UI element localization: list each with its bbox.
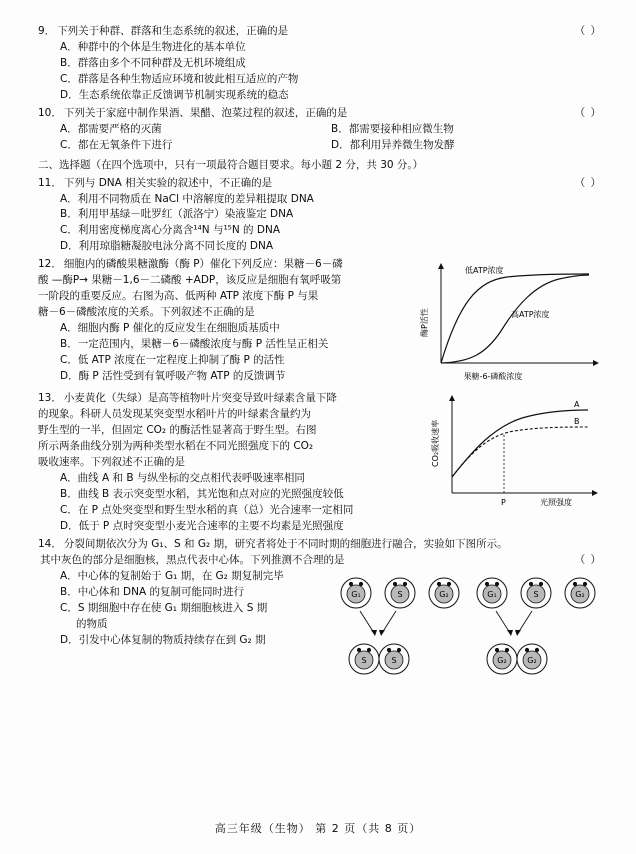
- cell-label-5: S: [533, 589, 539, 599]
- fused-cell-label-3: G₂: [497, 655, 507, 665]
- question-13-option-b[interactable]: B．曲线 B 表示突变型水稻，其光饱和点对应的光照强度较低: [60, 488, 344, 501]
- question-14-option-d[interactable]: D．引发中心体复制的物质持续存在到 G₂ 期: [60, 633, 266, 646]
- question-14-option-b[interactable]: B．中心体和 DNA 的复制可能同时进行: [60, 585, 245, 598]
- cell-label-3: G₂: [439, 589, 449, 599]
- chart-label-low-atp: 低ATP浓度: [465, 266, 504, 276]
- fused-cell-label-2: S: [391, 655, 397, 665]
- question-13-option-d[interactable]: D．低于 P 点时突变型小麦光合速率的主要不均素是光照强度: [60, 519, 344, 532]
- question-9-answer-bracket[interactable]: （ ）: [574, 25, 602, 37]
- question-12-option-a[interactable]: A．细胞内酶 P 催化的反应发生在细胞质基质中: [60, 322, 280, 335]
- chart-label-high-atp: 高ATP浓度: [511, 310, 550, 320]
- question-10-stem: 下列关于家庭中制作果酒、果醋、泡菜过程的叙述，正确的是: [63, 106, 348, 119]
- question-11-option-d[interactable]: D．利用琼脂糖凝胶电泳分离不同长度的 DNA: [60, 240, 274, 253]
- question-13-figure: [422, 393, 602, 515]
- question-9: [38, 24, 602, 104]
- question-13-number: 13．: [38, 392, 62, 405]
- question-11-number: 11．: [38, 176, 62, 189]
- question-14-number: 14．: [38, 537, 62, 550]
- page-footer: 高三年级（生物） 第 2 页（共 8 页）: [214, 822, 422, 835]
- question-12-number: 12．: [38, 258, 62, 271]
- question-12-stem-line-1: 细胞内的磷酸果糖激酶（酶 P）催化下列反应：果糖－6－磷: [63, 258, 343, 271]
- question-14-stem-line-2: 其中灰色的部分是细胞核，黑点代表中心体。下列推测不合理的是: [40, 553, 345, 566]
- question-13-stem-line-4: 所示两条曲线分别为两种类型水稻在不同光照强度下的 CO₂: [38, 440, 314, 453]
- chart-xlabel: 光照强度: [540, 498, 572, 508]
- question-9-option-c[interactable]: C．群落是各种生物适应环境和彼此相互适应的产物: [60, 72, 299, 85]
- question-9-option-d[interactable]: D．生态系统依靠正反馈调节机制实现系统的稳态: [60, 88, 289, 101]
- section-heading-text: 二、选择题（在四个选项中，只有一项最符合题目要求。每小题 2 分，共 30 分。）: [38, 158, 424, 171]
- question-10-option-b[interactable]: B．都需要接种相应微生物: [331, 122, 454, 135]
- question-14-stem-line-1: 分裂间期依次分为 G₁、S 和 G₂ 期，研究者将处于不同时期的细胞进行融合，实验如下图所示。: [63, 537, 508, 550]
- question-10-number: 10．: [38, 106, 62, 119]
- question-14-figure: [334, 571, 602, 693]
- question-11-answer-bracket[interactable]: （ ）: [574, 176, 602, 189]
- question-13-stem-line-1: 小麦黄化（失绿）是高等植物叶片突变导致叶绿素含量下降: [63, 392, 337, 405]
- question-14-answer-bracket[interactable]: （ ）: [574, 553, 602, 566]
- cell-fusion-diagram: [334, 571, 602, 693]
- question-12-stem-line-4: 糖－6－磷酸浓度的关系。下列叙述不正确的是: [38, 306, 255, 319]
- question-10-options-row-2: [38, 138, 602, 154]
- question-10-answer-bracket[interactable]: （ ）: [574, 106, 602, 119]
- question-12-option-b[interactable]: B．一定范围内，果糖－6－磷酸浓度与酶 P 活性呈正相关: [60, 338, 329, 351]
- question-13-stem-line-3: 野生型的一半，但固定 CO₂ 的酶活性显著高于野生型。右图: [38, 424, 317, 437]
- question-14: [38, 537, 602, 695]
- question-12: [38, 257, 602, 389]
- question-14-body: [38, 569, 602, 695]
- question-12-stem-line-3: 一阶段的重要反应。右图为高、低两种 ATP 浓度下酶 P 与果: [38, 290, 319, 303]
- cell-label-2: S: [397, 589, 403, 599]
- question-12-stem-line-2: 酸 —酶P→ 果糖－1,6－二磷酸 +ADP，该反应是细胞有氧呼吸第: [38, 274, 342, 287]
- chart-curve-label-a: A: [574, 400, 580, 410]
- chart-xlabel: 果糖-6-磷酸浓度: [463, 372, 523, 382]
- question-13-stem-line-5: 吸收速率。下列叙述不正确的是: [38, 456, 185, 469]
- question-12-option-d[interactable]: D．酶 P 活性受到有氧呼吸产物 ATP 的反馈调节: [60, 370, 286, 383]
- question-12-option-c[interactable]: C．低 ATP 浓度在一定程度上抑制了酶 P 的活性: [60, 354, 285, 367]
- section-heading: [38, 158, 602, 174]
- page-content: [38, 0, 602, 695]
- question-13: [38, 391, 602, 535]
- cell-label-6: G₂: [575, 589, 585, 599]
- cell-label-4: G₁: [487, 589, 497, 599]
- chart-point-p: P: [501, 498, 506, 508]
- fused-cell-label-4: G₂: [527, 655, 537, 665]
- question-11-option-c[interactable]: C．利用密度梯度离心分离含¹⁴N 与¹⁵N 的 DNA: [60, 224, 281, 237]
- chart-ylabel: 酶P活性: [420, 308, 429, 338]
- question-11-stem: 下列与 DNA 相关实验的叙述中，不正确的是: [63, 176, 273, 189]
- question-14-option-c-cont: 的物质: [76, 617, 108, 630]
- question-13-option-a[interactable]: A．曲线 A 和 B 与纵坐标的交点相代表呼吸速率相同: [60, 472, 305, 485]
- enzyme-activity-chart: [407, 259, 602, 387]
- question-10-option-a[interactable]: A．都需要严格的灭菌: [60, 122, 162, 135]
- question-11-option-a[interactable]: A．利用不同物质在 NaCl 中溶解度的差异粗提取 DNA: [60, 192, 314, 205]
- photosynthesis-chart: [422, 393, 602, 515]
- question-13-stem-line-2: 的现象。科研人员发现某突变型水稻叶片的叶绿素含量约为: [38, 408, 311, 421]
- question-14-option-a[interactable]: A．中心体的复制始于 G₁ 期，在 G₂ 期复制完毕: [60, 569, 284, 582]
- cell-label-1: G₁: [351, 589, 361, 599]
- chart-curve-label-b: B: [574, 417, 580, 427]
- question-10: [38, 106, 602, 154]
- question-12-figure: [407, 259, 602, 387]
- chart-ylabel: CO₂吸收速率: [431, 420, 440, 468]
- question-11-option-b[interactable]: B．利用甲基绿－吡罗红（派洛宁）染液鉴定 DNA: [60, 208, 294, 221]
- question-13-option-c[interactable]: C．在 P 点处突变型和野生型水稻的真（总）光合速率一定相同: [60, 504, 354, 517]
- question-11: [38, 176, 602, 256]
- fused-cell-label-1: S: [361, 655, 367, 665]
- question-10-option-d[interactable]: D．都利用异养微生物发酵: [331, 138, 455, 151]
- question-9-stem: 下列关于种群、群落和生态系统的叙述，正确的是: [57, 25, 289, 37]
- question-10-option-c[interactable]: C．都在无氧条件下进行: [60, 138, 173, 151]
- question-9-number: 9．: [38, 25, 56, 37]
- question-9-option-a[interactable]: A．种群中的个体是生物进化的基本单位: [60, 40, 246, 53]
- question-14-option-c[interactable]: C．S 期细胞中存在使 G₁ 期细胞核进入 S 期: [60, 601, 268, 614]
- question-9-option-b[interactable]: B．群落由多个不同种群及无机环境组成: [60, 56, 246, 69]
- question-10-options-row-1: [38, 122, 602, 138]
